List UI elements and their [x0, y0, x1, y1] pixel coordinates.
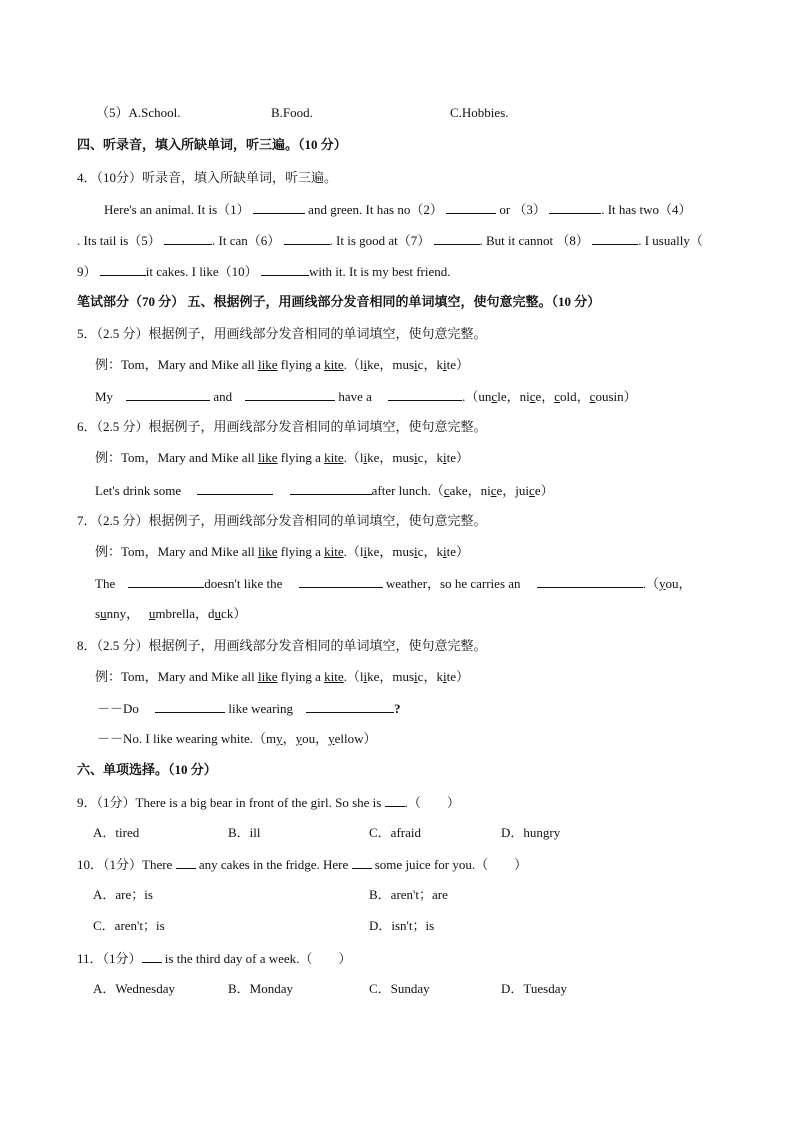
example-line — [95, 544, 469, 560]
q10-option-b[interactable]: B．aren't；are — [369, 887, 448, 902]
example-underlined: kite — [324, 669, 344, 684]
answer-blank[interactable] — [126, 388, 210, 401]
q4-heading: 4．（10分）听录音，填入所缺单词，听三遍。 — [77, 170, 338, 185]
example-text: c，k — [417, 544, 443, 559]
q5-text: le，ni — [497, 389, 530, 404]
q4-text: it cakes. I like（10） — [145, 264, 258, 279]
q4-text: . It is good at（7） — [329, 233, 431, 248]
example-text: flying a — [277, 450, 325, 465]
example-underlined: like — [258, 669, 278, 684]
example-underlined: i — [363, 450, 368, 465]
answer-blank[interactable] — [142, 950, 162, 963]
q7-text: ck） — [221, 606, 247, 621]
example-underlined: like — [258, 357, 278, 372]
q7-heading: 7．（2.5 分）根据例子，用画线部分发音相同的单词填空，使句意完整。 — [77, 513, 487, 528]
answer-blank[interactable] — [197, 482, 273, 495]
q5-underlined: c — [529, 389, 536, 404]
q10-option-c[interactable]: C．aren't；is — [93, 918, 165, 933]
example-underlined: i — [363, 669, 368, 684]
q8-text: ， — [282, 731, 296, 746]
example-text: c，k — [417, 669, 443, 684]
q6-underlined: c — [490, 483, 497, 498]
q6-text: after lunch.（ — [371, 483, 444, 498]
q7-underlined: u — [148, 606, 156, 621]
q5-answer-line — [95, 388, 637, 405]
answer-blank[interactable] — [128, 575, 204, 588]
q4-line-2 — [77, 232, 703, 249]
example-text: ke，mus — [367, 357, 415, 372]
q7-underlined: u — [214, 606, 222, 621]
answer-blank[interactable] — [352, 856, 372, 869]
example-underlined: i — [414, 544, 418, 559]
example-text: 例：Tom，Mary and Mike all — [95, 450, 259, 465]
example-line — [95, 669, 469, 685]
q4-text: 9） — [77, 264, 97, 279]
answer-blank[interactable] — [155, 700, 225, 713]
answer-blank[interactable] — [434, 232, 480, 245]
q11-option-b[interactable]: B．Monday — [228, 981, 294, 996]
example-text: te） — [446, 450, 469, 465]
q5-underlined: c — [554, 389, 561, 404]
example-text: 例：Tom，Mary and Mike all — [95, 357, 259, 372]
example-line — [95, 450, 469, 466]
example-underlined: i — [442, 450, 447, 465]
example-text: 例：Tom，Mary and Mike all — [95, 669, 259, 684]
q4-text: with it. It is my best friend. — [308, 264, 451, 279]
example-underlined: like — [258, 450, 278, 465]
example-text: .（l — [343, 669, 364, 684]
q10-option-a[interactable]: A．are；is — [93, 887, 153, 902]
q5-option-c: C.Hobbies. — [450, 105, 509, 120]
q4-line-1 — [104, 201, 691, 218]
q9-option-d[interactable]: D．hungry — [501, 825, 561, 840]
section-6-heading: 六、单项选择。（10 分） — [77, 762, 217, 777]
q7-text: mbrella，d — [155, 606, 215, 621]
example-text: .（l — [343, 357, 364, 372]
answer-blank[interactable] — [446, 201, 496, 214]
example-text: c，k — [417, 357, 443, 372]
q11-option-d[interactable]: D．Tuesday — [501, 981, 567, 996]
example-text: te） — [446, 357, 469, 372]
q11-text: 11．（1分） — [77, 951, 142, 966]
q8-underlined: y — [295, 731, 303, 746]
q7-text: s — [95, 606, 101, 621]
q10-stem — [77, 856, 527, 873]
example-text: .（l — [343, 450, 364, 465]
example-text: ke，mus — [367, 544, 415, 559]
example-underlined: kite — [324, 357, 344, 372]
q8-heading: 8．（2.5 分）根据例子，用画线部分发音相同的单词填空，使句意完整。 — [77, 638, 487, 653]
q8-text: －－Do — [97, 701, 139, 716]
q8-underlined: y — [276, 731, 283, 746]
q8-text: ? — [394, 701, 401, 716]
answer-blank[interactable] — [306, 700, 394, 713]
q4-text: and green. It has no（2） — [308, 202, 443, 217]
example-text: te） — [446, 669, 469, 684]
example-underlined: i — [414, 669, 418, 684]
q5-option-b: B.Food. — [271, 105, 313, 120]
example-text: .（l — [343, 544, 364, 559]
q7-underlined: u — [100, 606, 107, 621]
q11-stem — [77, 950, 351, 967]
q8-underlined: y — [328, 731, 335, 746]
q9-option-b[interactable]: B．ill — [228, 825, 261, 840]
example-underlined: i — [442, 544, 447, 559]
example-text: flying a — [277, 669, 325, 684]
q4-text: Here's an animal. It is（1） — [104, 202, 250, 217]
q5-text: ousin） — [595, 389, 637, 404]
q8-text: ellow） — [334, 731, 377, 746]
example-underlined: i — [363, 357, 368, 372]
example-underlined: i — [414, 357, 418, 372]
q5-underlined: c — [589, 389, 596, 404]
example-underlined: i — [442, 669, 447, 684]
q8-text: －－No. I like wearing white.（m — [97, 731, 277, 746]
q6-text: ake，ni — [449, 483, 491, 498]
q6-underlined: c — [443, 483, 450, 498]
q6-heading: 6．（2.5 分）根据例子，用画线部分发音相同的单词填空，使句意完整。 — [77, 419, 487, 434]
q9-option-c[interactable]: C．afraid — [369, 825, 421, 840]
answer-blank[interactable] — [176, 856, 196, 869]
q10-option-d[interactable]: D．isn't；is — [369, 918, 435, 933]
answer-blank[interactable] — [261, 263, 309, 276]
q7-answer-line — [95, 575, 692, 592]
q8-text: ou， — [302, 731, 329, 746]
q5-text: old， — [560, 389, 590, 404]
example-text: te） — [446, 544, 469, 559]
q11-option-a[interactable]: A．Wednesday — [93, 981, 175, 996]
q5-option-a: （5）A.School. — [96, 105, 181, 120]
q4-text: . Its tail is（5） — [77, 233, 161, 248]
q6-text: e） — [534, 483, 554, 498]
q5-text: un — [478, 389, 492, 404]
example-text: c，k — [417, 450, 443, 465]
q10-text: 10．（1分）There — [77, 857, 173, 872]
q8-dialog-line-2 — [97, 731, 377, 747]
q7-text: doesn't like the — [204, 576, 283, 591]
q4-line-3 — [77, 263, 450, 280]
q4-text: . I usually（ — [638, 233, 703, 248]
q4-text: . It can（6） — [212, 233, 281, 248]
q5-text: have a — [338, 389, 372, 404]
answer-blank[interactable] — [549, 201, 601, 214]
answer-blank[interactable] — [592, 232, 638, 245]
section-5-heading: 笔试部分（70 分） 五、根据例子，用画线部分发音相同的单词填空，使句意完整。（10 分） — [77, 294, 601, 309]
example-underlined: i — [442, 357, 447, 372]
q7-underlined: y — [659, 576, 666, 591]
q5-heading: 5．（2.5 分）根据例子，用画线部分发音相同的单词填空，使句意完整。 — [77, 326, 487, 341]
example-underlined: i — [414, 450, 418, 465]
q9-text: 9．（1分）There is a big bear in front of the girl. So she is — [77, 795, 382, 810]
answer-blank[interactable] — [100, 263, 146, 276]
q7-answer-line-2 — [95, 606, 246, 622]
q11-text: is the third day of a week.（ ） — [164, 951, 352, 966]
q5-text: and — [213, 389, 233, 404]
q10-text: some juice for you.（ ） — [374, 857, 528, 872]
example-underlined: kite — [324, 544, 344, 559]
q7-text: The — [95, 576, 116, 591]
q7-text: nny， — [106, 606, 140, 621]
example-underlined: like — [258, 544, 278, 559]
example-text: ke，mus — [367, 450, 415, 465]
answer-blank[interactable] — [388, 388, 462, 401]
q5-text: e， — [535, 389, 555, 404]
example-underlined: kite — [324, 450, 344, 465]
q10-text: any cakes in the fridge. Here — [198, 857, 349, 872]
q4-text: . It has two（4） — [601, 202, 692, 217]
example-text: flying a — [277, 357, 325, 372]
q5-text: .（ — [462, 389, 479, 404]
answer-blank[interactable] — [245, 388, 335, 401]
section-4-heading: 四、听录音，填入所缺单词，听三遍。（10 分） — [77, 137, 347, 152]
example-text: ke，mus — [367, 669, 415, 684]
q7-text: .（ — [642, 576, 660, 591]
q6-answer-line — [95, 482, 554, 499]
q9-text: .（ ） — [404, 795, 460, 810]
q9-option-a[interactable]: A．tired — [93, 825, 140, 840]
answer-blank[interactable] — [290, 482, 372, 495]
answer-blank[interactable] — [284, 232, 330, 245]
example-underlined: i — [363, 544, 368, 559]
q11-option-c[interactable]: C．Sunday — [369, 981, 430, 996]
q6-text: Let's drink some — [95, 483, 182, 498]
answer-blank[interactable] — [164, 232, 212, 245]
q8-text: like wearing — [228, 701, 294, 716]
q9-stem — [77, 794, 460, 811]
answer-blank[interactable] — [253, 201, 305, 214]
answer-blank[interactable] — [537, 575, 643, 588]
q8-dialog-line-1 — [97, 700, 401, 717]
q7-text: weather，so he carries an — [385, 576, 521, 591]
q7-text: ou， — [665, 576, 692, 591]
answer-blank[interactable] — [385, 794, 405, 807]
q6-underlined: c — [529, 483, 535, 498]
example-line — [95, 357, 469, 373]
example-text: flying a — [277, 544, 325, 559]
example-text: 例：Tom，Mary and Mike all — [95, 544, 259, 559]
q5-text: My — [95, 389, 114, 404]
q5-underlined: c — [491, 389, 498, 404]
q4-text: or （3） — [499, 202, 546, 217]
q6-text: e，jui — [496, 483, 530, 498]
answer-blank[interactable] — [299, 575, 383, 588]
q4-text: . But it cannot （8） — [479, 233, 589, 248]
